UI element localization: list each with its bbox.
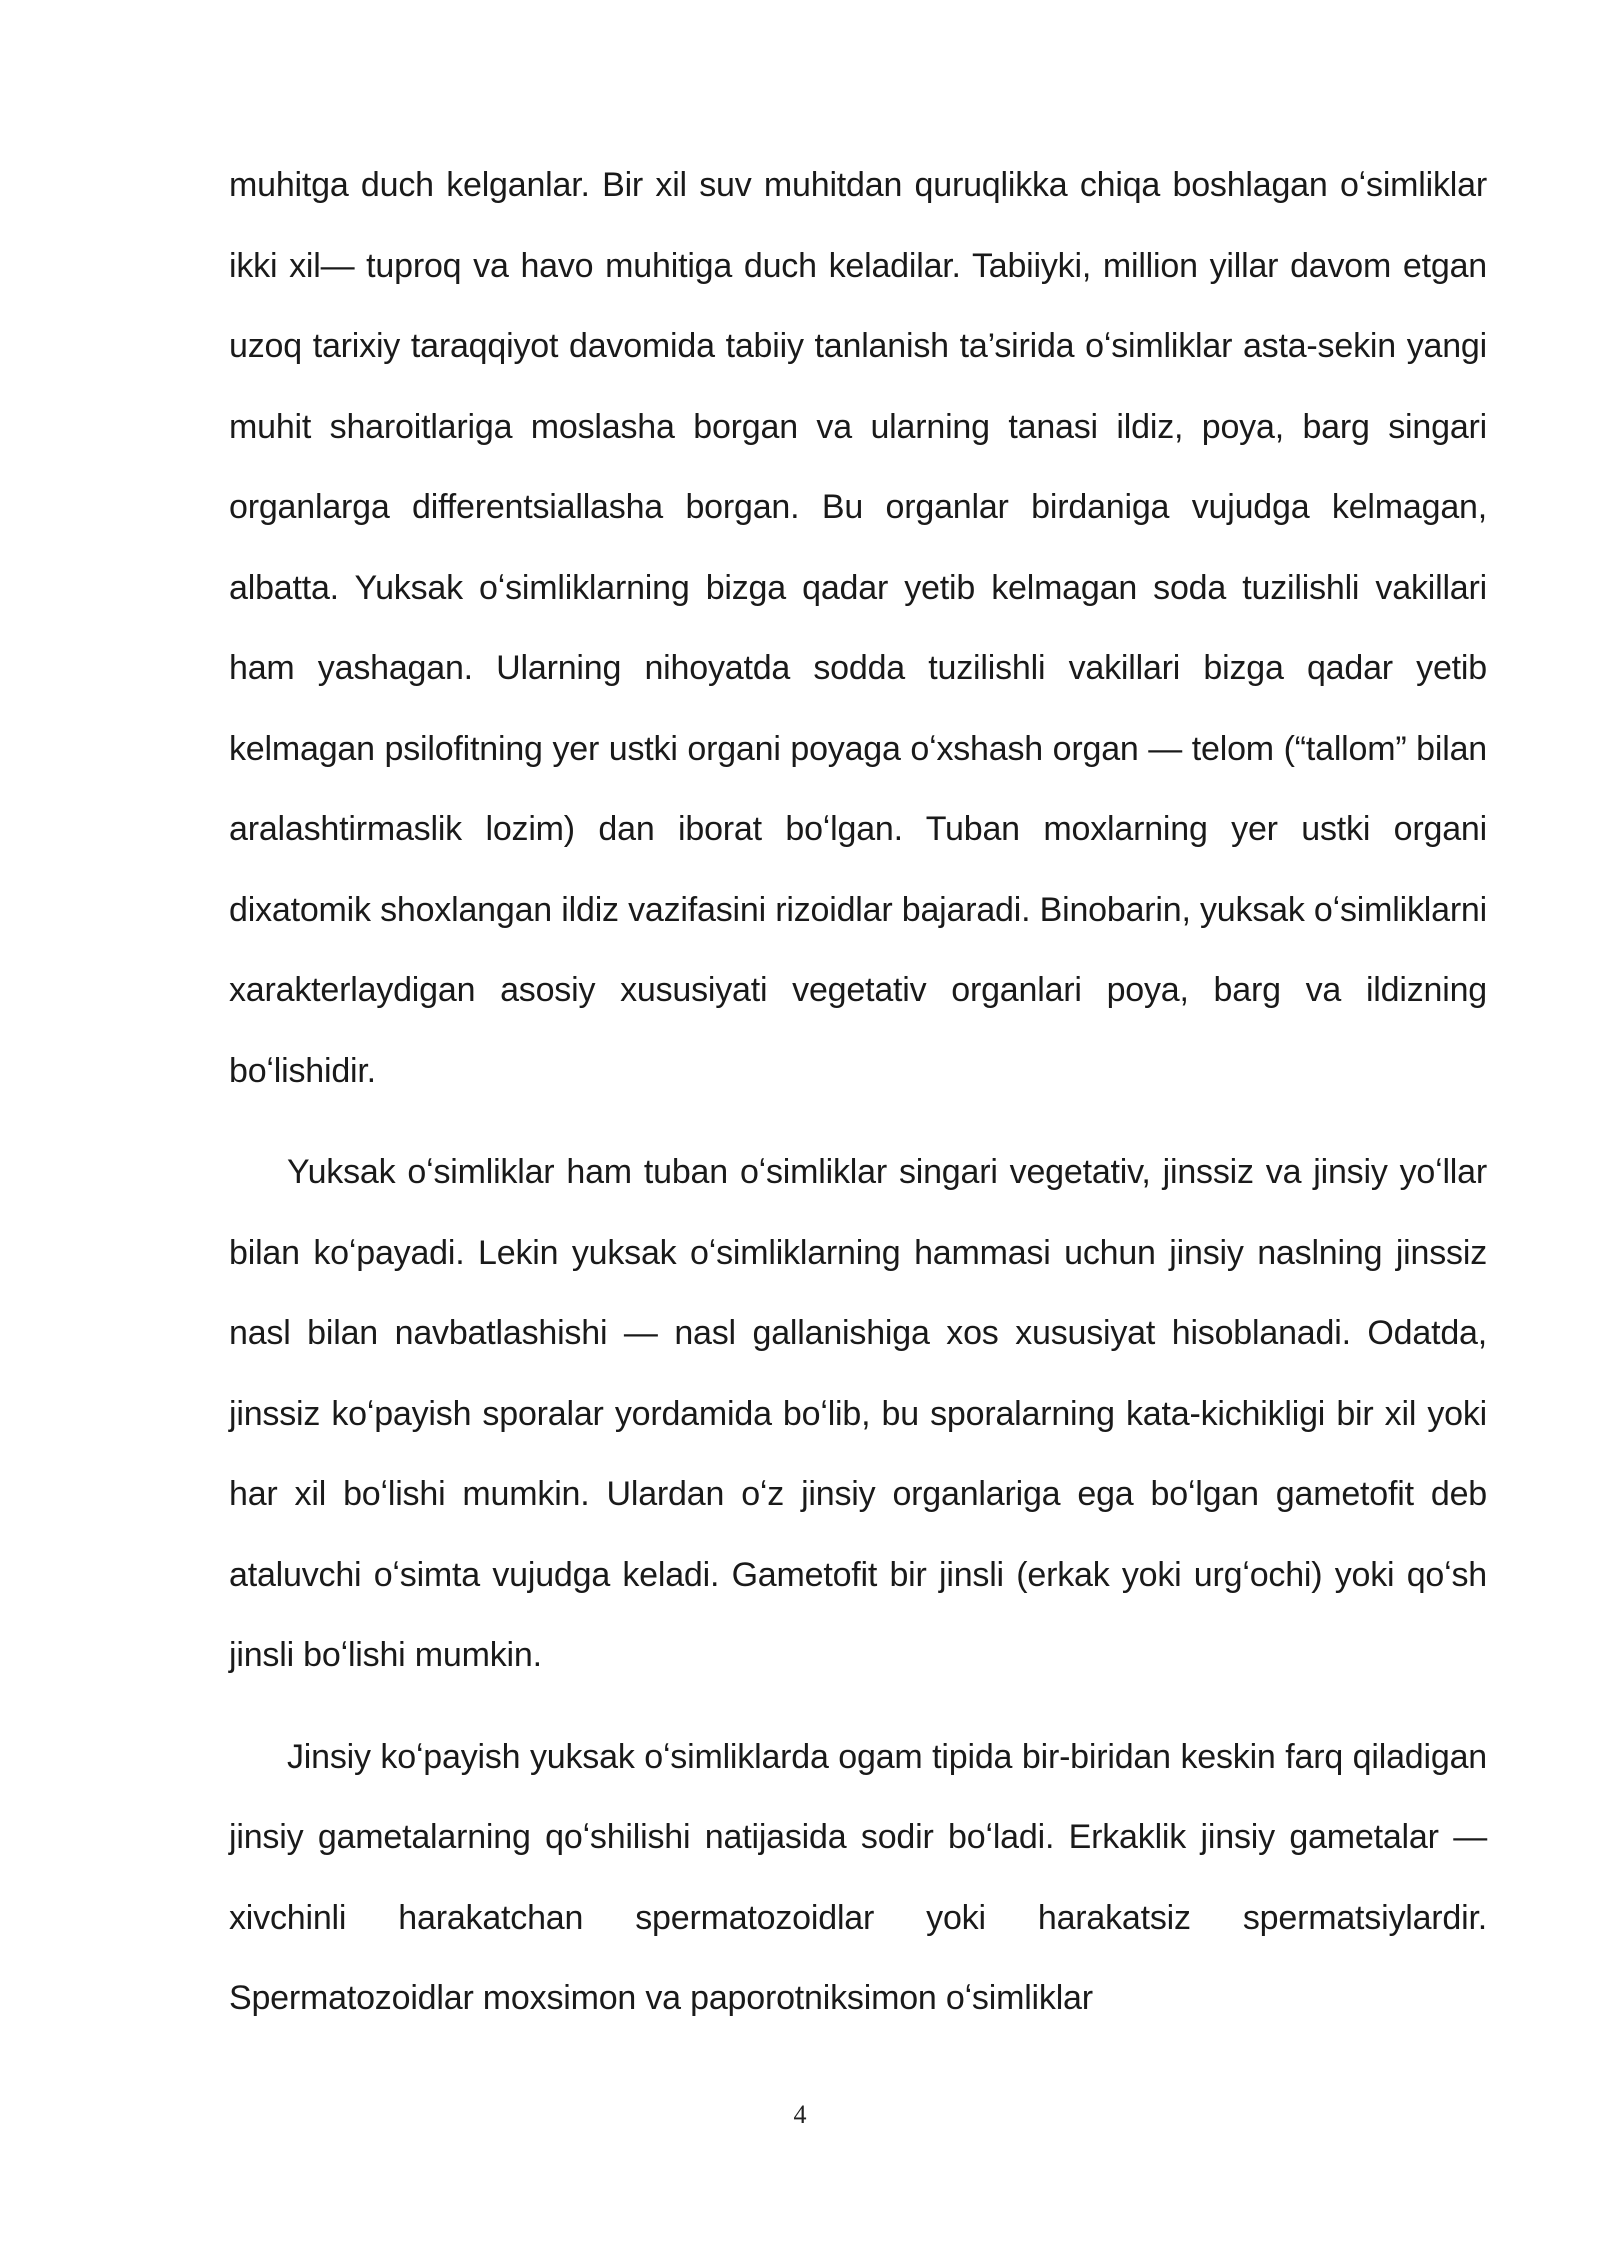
paragraph-2: Yuksak oʻsimliklar ham tuban oʻsimliklar singari vegetativ, jinssiz va jinsiy yoʻllar bilan koʻpayadi. Lekin yuksak oʻsimliklarning hammasi uchun jinsiy naslning jinssiz nasl bilan navbatlashishi — nasl gallanishiga xos xususiyat hisoblanadi. Odatda, jinssiz koʻpayish sporalar yordamida boʻlib, bu sporalarning kata-kichikligi bir xil yoki har xil boʻlishi mumkin. Ulardan oʻz jinsiy organlariga ega boʻlgan gametofit deb ataluvchi oʻsimta vujudga keladi. Gametofit bir jinsli (erkak yoki urgʻochi) yoki qoʻsh jinsli boʻlishi mumkin. xyxy=(229,1153,1487,1674)
paragraph-1: muhitga duch kelganlar. Bir xil suv muhitdan quruqlikka chiqa boshlagan oʻsimliklar ikki xil— tuproq va havo muhitiga duch keladilar. Tabiiyki, million yillar davom etgan uzoq tarixiy taraqqiyot davomida tabiiy tanlanish ta’sirida oʻsimliklar asta-sekin yangi muhit sharoitlariga moslasha borgan va ularning tanasi ildiz, poya, barg singari organlarga differentsiallasha borgan. Bu organlar birdaniga vujudga kelmagan, albatta. Yuksak oʻsimliklarning bizga qadar yetib kelmagan soda tuzilishli vakillari ham yashagan. Ularning nihoyatda sodda tuzilishli vakillari bizga qadar yetib kelmagan psilofitning yer ustki organi poyaga oʻxshash organ — telom (“tallom” bilan aralashtirmaslik lozim) dan iborat boʻlgan. Tuban moxlarning yer ustki organi dixatomik shoxlangan ildiz vazifasini rizoidlar bajaradi. Binobarin, yuksak oʻsimliklarni xarakterlaydigan asosiy xususiyati vegetativ organlari poya, barg va ildizning boʻlishidir. xyxy=(229,166,1487,1090)
page-number: 4 xyxy=(793,2100,807,2129)
body-text xyxy=(229,145,1487,2039)
paragraph-3: Jinsiy koʻpayish yuksak oʻsimliklarda ogam tipida bir-biridan keskin farq qiladigan jinsiy gametalarning qoʻshilishi natijasida sodir boʻladi. Erkaklik jinsiy gametalar — xivchinli harakatchan spermatozoidlar yoki harakatsiz spermatsiylardir. Spermatozoidlar moxsimon va paporotniksimon oʻsimliklar xyxy=(229,1737,1487,2017)
